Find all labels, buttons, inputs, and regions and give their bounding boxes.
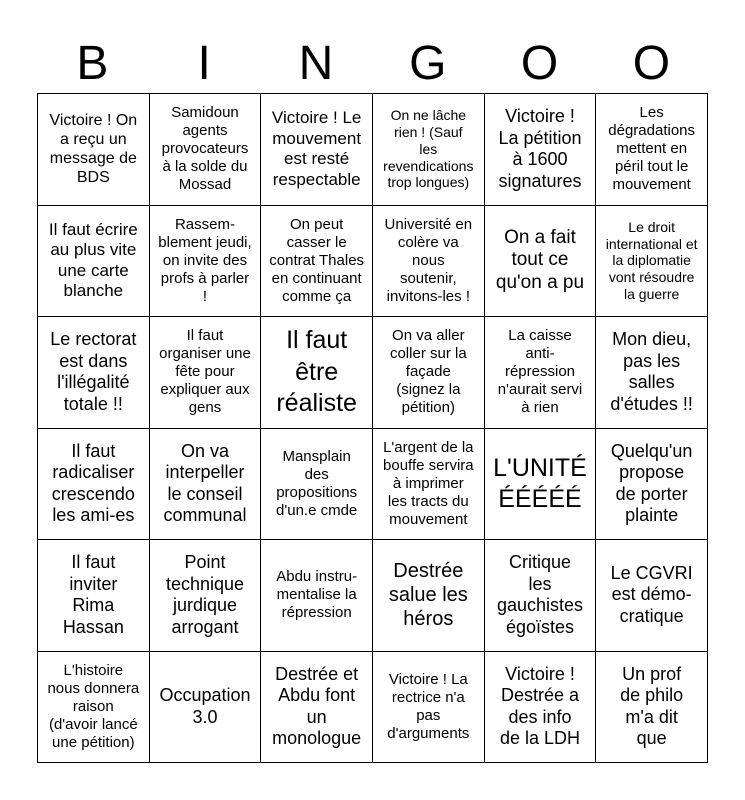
bingo-cell[interactable] xyxy=(261,206,373,318)
title-letter-o2: O xyxy=(632,37,672,90)
bingo-cell[interactable] xyxy=(261,652,373,764)
cell-text: On peut casser le contrat Thales en continuant comme ça xyxy=(269,215,365,305)
cell-text: Quelqu'un propose de porter plainte xyxy=(610,440,693,526)
cell-text: Abdu instru- mentalise la répression xyxy=(276,568,358,622)
cell-text: Le droit international et la diplomatie vont résoudre la guerre xyxy=(605,218,698,302)
cell-text: L'UNITÉ ÉÉÉÉÉ xyxy=(493,453,587,513)
bingo-cell[interactable] xyxy=(485,540,597,652)
title-letter-n: N xyxy=(298,37,335,90)
bingo-cell[interactable] xyxy=(38,429,150,541)
bingo-cell[interactable] xyxy=(596,652,708,764)
cell-text: Mon dieu, pas les salles d'études !! xyxy=(610,329,693,414)
bingo-cell[interactable] xyxy=(485,429,597,541)
bingo-cell[interactable] xyxy=(150,94,262,206)
cell-text: Victoire ! La pétition à 1600 signatures xyxy=(498,106,582,191)
title-letter-o: O xyxy=(520,37,560,90)
bingo-cell[interactable] xyxy=(596,206,708,318)
bingo-cell[interactable] xyxy=(261,429,373,541)
bingo-cell[interactable] xyxy=(373,206,485,318)
cell-text: Université en colère va nous soutenir, invitons-les ! xyxy=(384,215,473,305)
bingo-cell[interactable] xyxy=(373,317,485,429)
bingo-cell[interactable] xyxy=(150,652,262,764)
title-letter-g: G xyxy=(409,37,448,90)
cell-text: Occupation 3.0 xyxy=(159,685,251,727)
bingo-cell[interactable] xyxy=(596,429,708,541)
cell-text: Il faut être réaliste xyxy=(276,326,357,417)
cell-text: La caisse anti- répression n'aurait servi à rien xyxy=(497,327,583,417)
cell-text: L'argent de la bouffe servira à imprimer les tracts du mouvement xyxy=(383,438,474,528)
cell-text: Victoire ! La rectrice n'a pas d'arguments xyxy=(387,670,470,742)
bingo-cell[interactable] xyxy=(150,429,262,541)
cell-text: Victoire ! Le mouvement est resté respectable xyxy=(271,108,362,189)
cell-text: Victoire ! Destrée a des info de la LDH xyxy=(499,663,581,749)
cell-text: L'histoire nous donnera raison (d'avoir lancé une pétition) xyxy=(47,661,140,751)
bingo-cell[interactable] xyxy=(485,94,597,206)
bingo-title xyxy=(37,34,708,94)
bingo-grid xyxy=(37,93,708,763)
bingo-cell[interactable] xyxy=(38,94,150,206)
cell-text: Critique les gauchistes égoïstes xyxy=(496,552,584,637)
bingo-cell[interactable] xyxy=(150,540,262,652)
bingo-cell[interactable] xyxy=(38,206,150,318)
cell-text: Il faut écrire au plus vite une carte blanche xyxy=(48,219,138,301)
bingo-cell[interactable] xyxy=(150,317,262,429)
bingo-cell[interactable] xyxy=(373,652,485,764)
cell-text: Les dégradations mettent en péril tout le mouvement xyxy=(608,104,696,194)
bingo-cell[interactable] xyxy=(596,317,708,429)
bingo-cell[interactable] xyxy=(485,206,597,318)
cell-text: Il faut organiser une fête pour expliquer aux gens xyxy=(159,327,251,417)
cell-text: Samidoun agents provocateurs à la solde du Mossad xyxy=(161,104,249,194)
bingo-cell[interactable] xyxy=(596,540,708,652)
title-letter-b: B xyxy=(76,37,110,90)
cell-text: On va aller coller sur la façade (signez la pétition) xyxy=(389,327,467,417)
bingo-cell[interactable] xyxy=(261,317,373,429)
cell-text: Destrée et Abdu font un monologue xyxy=(272,663,362,749)
bingo-cell[interactable] xyxy=(38,652,150,764)
bingo-cell[interactable] xyxy=(485,317,597,429)
bingo-cell[interactable] xyxy=(373,429,485,541)
bingo-cell[interactable] xyxy=(373,94,485,206)
bingo-cell[interactable] xyxy=(373,540,485,652)
cell-text: Il faut radicaliser crescendo les ami-es xyxy=(51,440,135,526)
cell-text: Le CGVRI est démo- cratique xyxy=(610,562,693,627)
bingo-cell[interactable] xyxy=(150,206,262,318)
title-letter-i: I xyxy=(197,37,212,90)
bingo-cell[interactable] xyxy=(261,94,373,206)
cell-text: Victoire ! On a reçu un message de BDS xyxy=(49,111,138,187)
bingo-cell[interactable] xyxy=(596,94,708,206)
cell-text: On va interpeller le conseil communal xyxy=(163,440,247,526)
cell-text: Il faut inviter Rima Hassan xyxy=(62,552,124,637)
bingo-cell[interactable] xyxy=(261,540,373,652)
bingo-cell[interactable] xyxy=(38,317,150,429)
cell-text: Destrée salue les héros xyxy=(388,560,468,631)
bingo-cell[interactable] xyxy=(485,652,597,764)
cell-text: Mansplain des propositions d'un.e cmde xyxy=(276,447,358,519)
cell-text: Un prof de philo m'a dit que xyxy=(620,663,684,749)
bingo-cell[interactable] xyxy=(38,540,150,652)
cell-text: On a fait tout ce qu'on a pu xyxy=(495,226,585,294)
cell-text: On ne lâche rien ! (Sauf les revendications trop longues) xyxy=(383,107,474,191)
cell-text: Rassem- blement jeudi, on invite des profs à parler ! xyxy=(158,215,252,305)
cell-text: Point technique jurdique arrogant xyxy=(165,552,245,637)
cell-text: Le rectorat est dans l'illégalité totale !! xyxy=(50,329,137,414)
